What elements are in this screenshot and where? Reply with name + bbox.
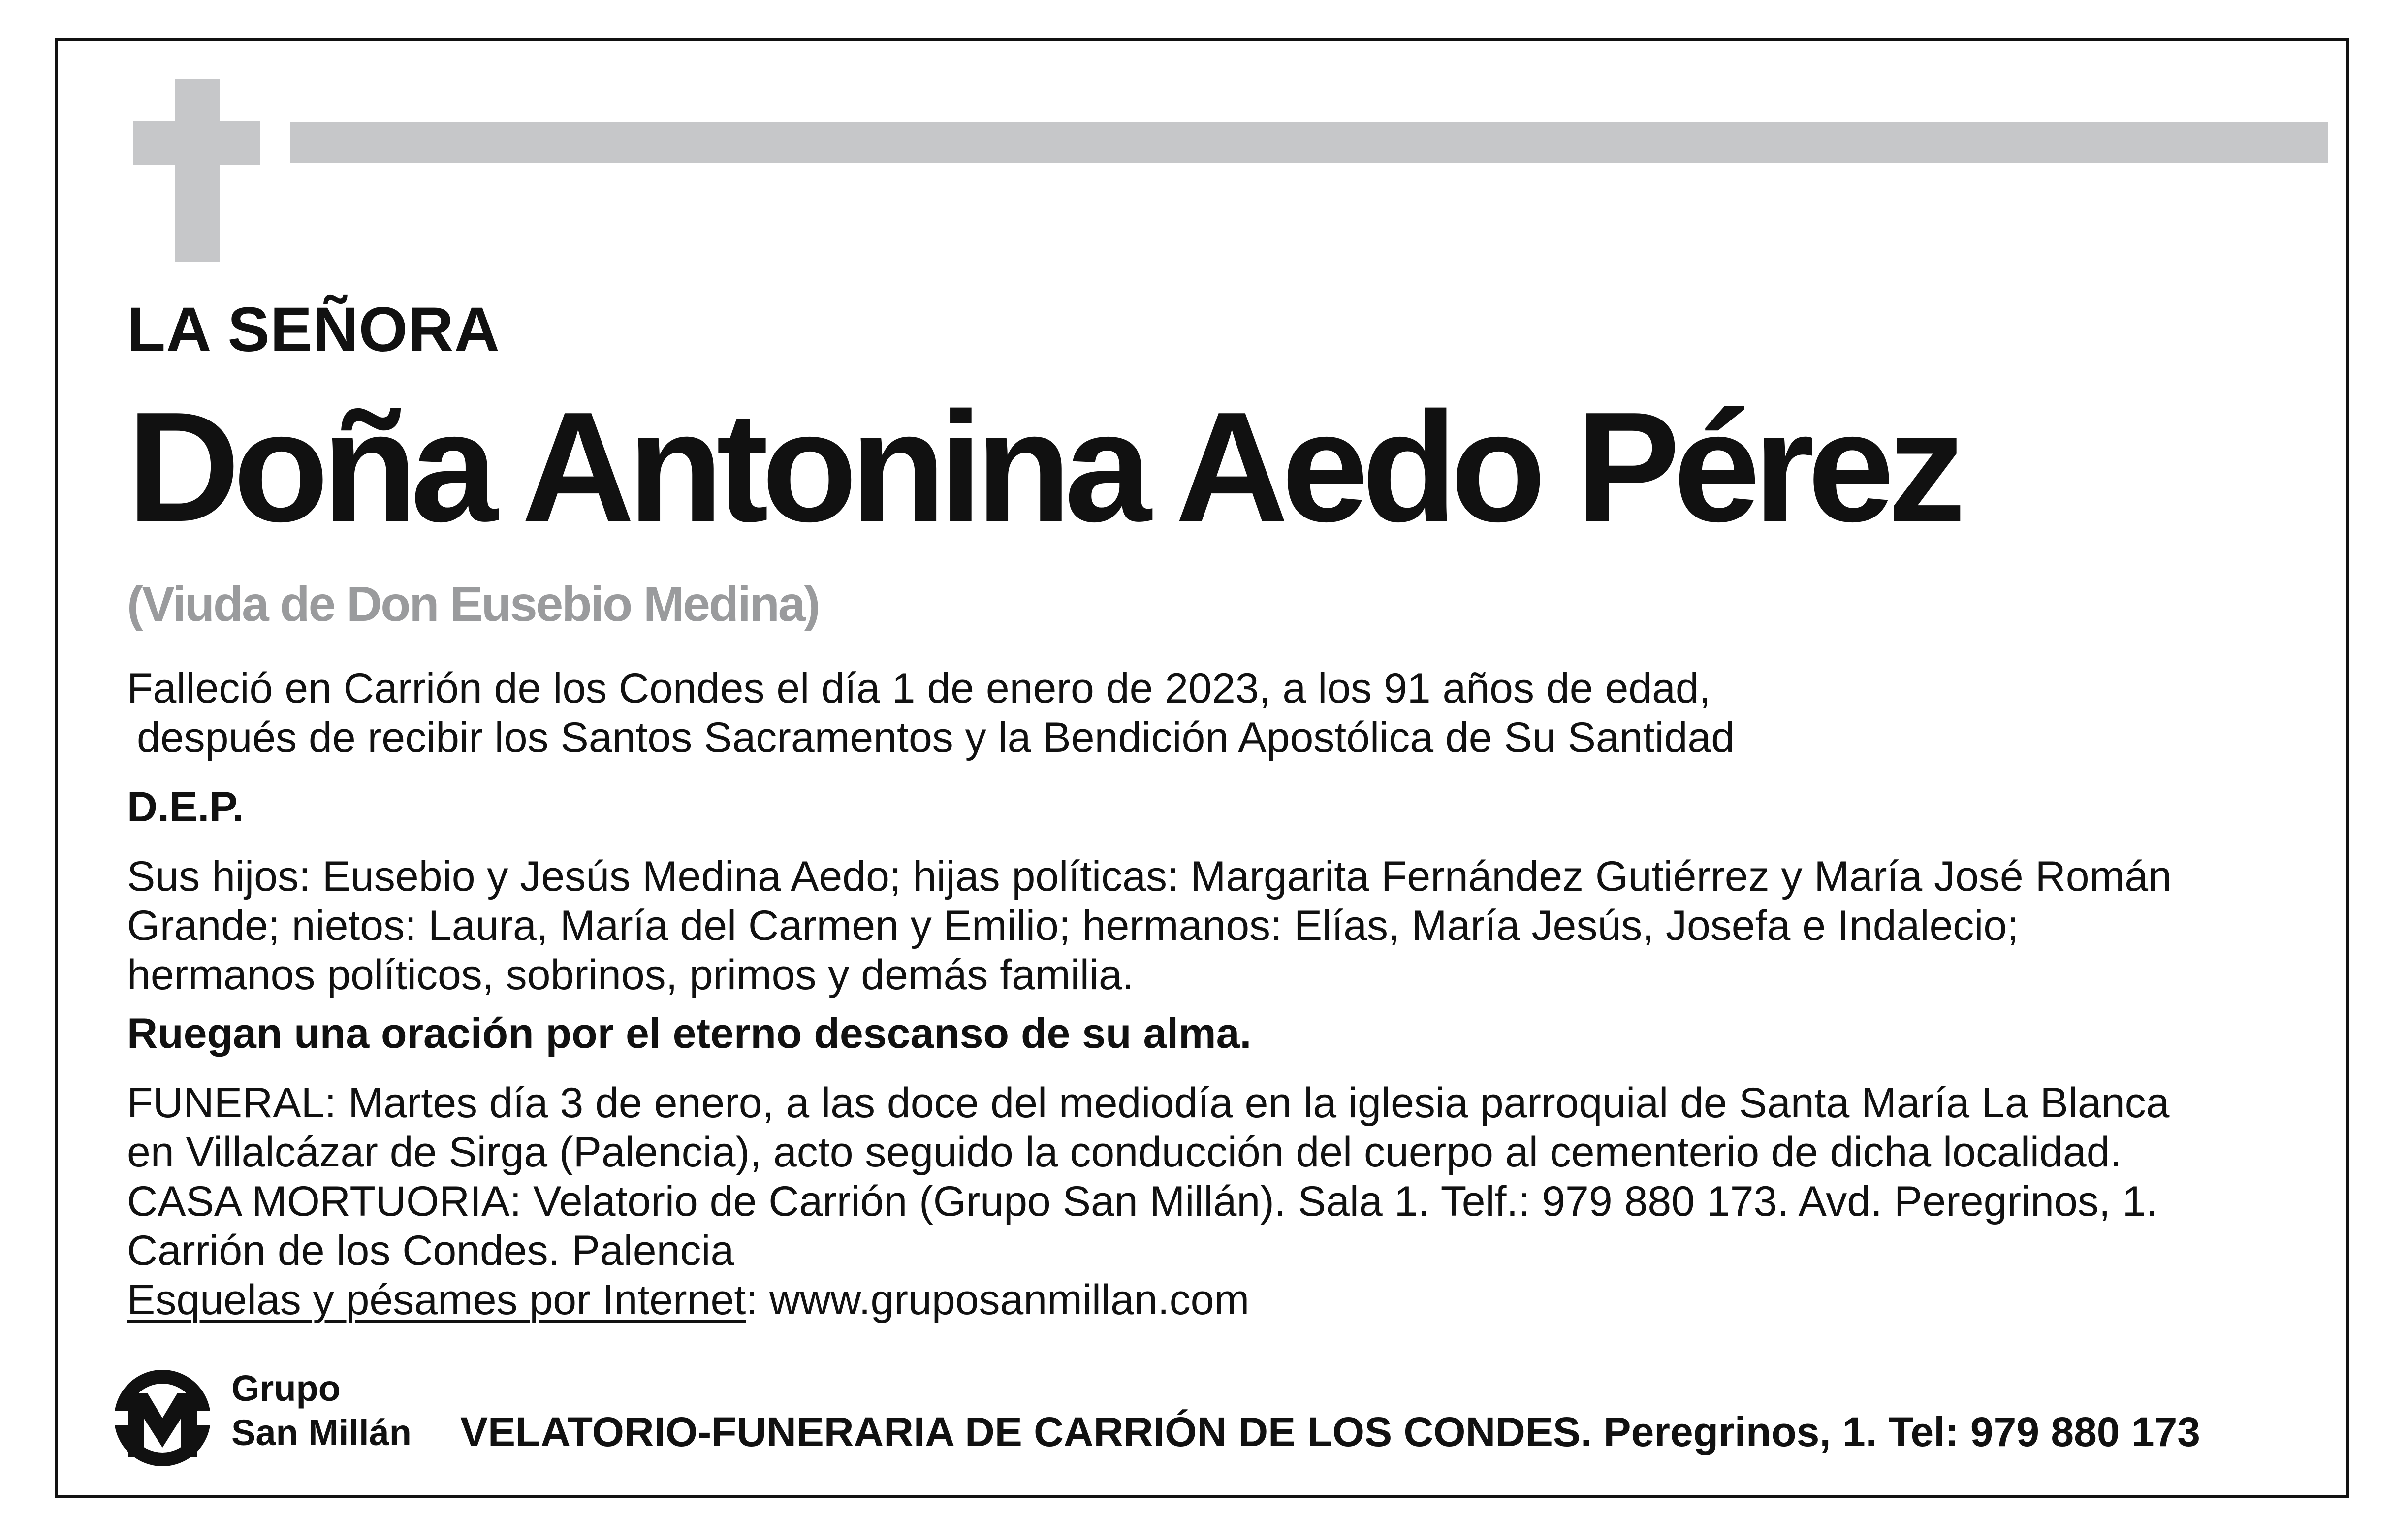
web-line [127, 1275, 2170, 1325]
web-url: www.gruposanmillan.com [758, 1276, 1250, 1324]
prayer-request: Ruegan una oración por el eterno descanso de su alma. [127, 1010, 1252, 1057]
family-list [127, 852, 2172, 1000]
death-notice-line-1: Falleció en Carrión de los Condes el día 1 de enero de 2023, a los 91 años de edad, [127, 665, 1711, 712]
grupo-san-millan-logo-icon [108, 1364, 217, 1472]
funeral-details [127, 1078, 2170, 1325]
funeral-line-2: en Villalcázar de Sirga (Palencia), acto seguido la conducción del cuerpo al cementerio de dicha localidad. [127, 1129, 2122, 1176]
funeral-line-1: FUNERAL: Martes día 3 de enero, a las doce del mediodía en la iglesia parroquial de Santa María La Blanca [127, 1079, 2170, 1127]
death-notice-line-2: después de recibir los Santos Sacramentos y la Bendición Apostólica de Su Santidad [137, 714, 1735, 761]
family-line-1: Sus hijos: Eusebio y Jesús Medina Aedo; hijas políticas: Margarita Fernández Gutiérrez y María José Román [127, 853, 2172, 900]
web-separator: : [746, 1276, 758, 1324]
funeral-home-footer: VELATORIO-FUNERARIA DE CARRIÓN DE LOS CONDES. Peregrinos, 1. Tel: 979 880 173 [460, 1409, 2201, 1455]
logo-wordmark [231, 1366, 412, 1455]
header-rule [290, 122, 2328, 163]
dep-label: D.E.P. [127, 783, 244, 831]
logo-line-2: San Millán [231, 1412, 412, 1453]
funeral-line-3: CASA MORTUORIA: Velatorio de Carrión (Grupo San Millán). Sala 1. Telf.: 979 880 173. Avd. Peregrinos, 1. [127, 1178, 2158, 1225]
web-label: Esquelas y pésames por Internet [127, 1276, 746, 1324]
deceased-name: Doña Antonina Aedo Pérez [127, 380, 1959, 554]
cross-icon-horizontal [133, 121, 260, 165]
honorific-title: LA SEÑORA [127, 294, 501, 365]
family-line-3: hermanos políticos, sobrinos, primos y demás familia. [127, 951, 1134, 999]
logo-line-1: Grupo [231, 1368, 341, 1409]
funeral-line-4: Carrión de los Condes. Palencia [127, 1227, 734, 1274]
widow-note: (Viuda de Don Eusebio Medina) [127, 577, 819, 632]
cross-icon-vertical [175, 79, 220, 262]
family-line-2: Grande; nietos: Laura, María del Carmen y Emilio; hermanos: Elías, María Jesús, Josefa e Indalecio; [127, 902, 2019, 949]
